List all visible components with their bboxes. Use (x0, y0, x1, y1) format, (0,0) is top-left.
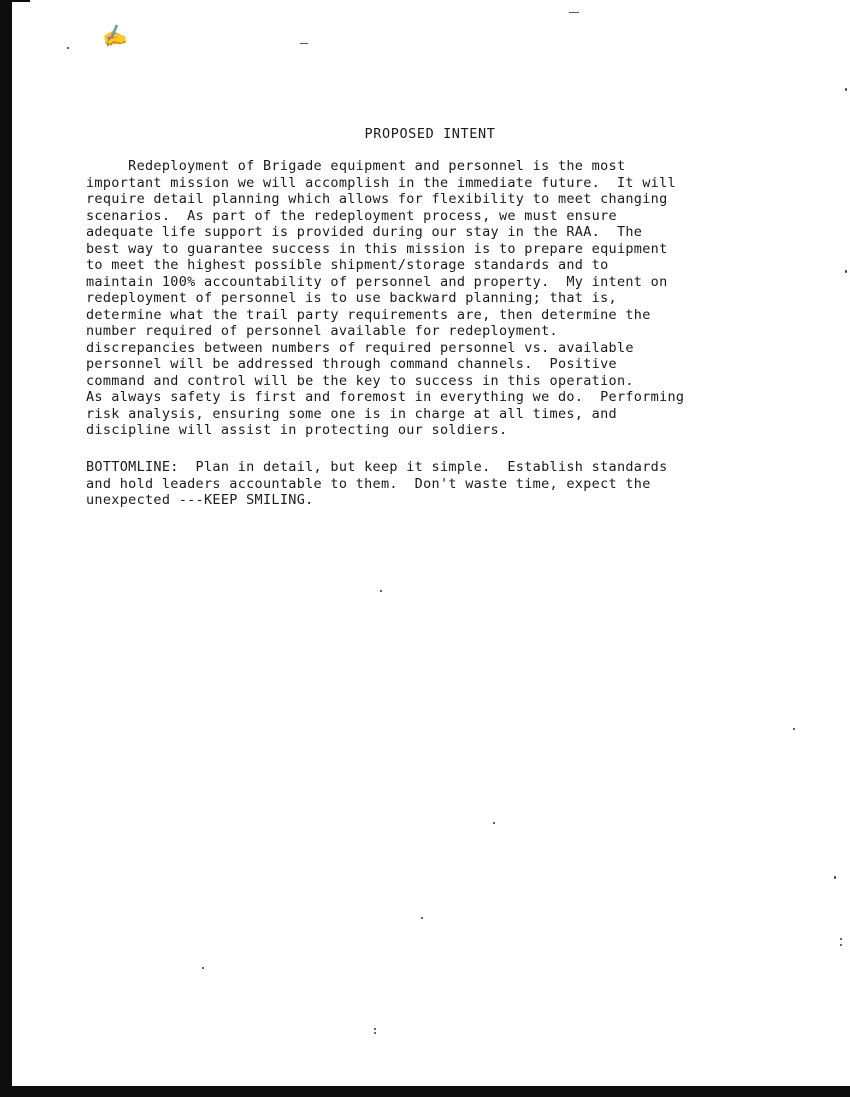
scan-speck (493, 822, 495, 824)
bottom-line-line: BOTTOMLINE: Plan in detail, but keep it simple. Establish standards (86, 459, 668, 475)
bottom-line-line: and hold leaders accountable to them. Don't waste time, expect the (86, 475, 651, 492)
scan-speck (834, 876, 836, 879)
handwritten-mark-icon: ✍ (99, 21, 130, 51)
scan-bottom-border (0, 1086, 850, 1097)
scan-top-border (0, 0, 30, 2)
paragraph-line: best way to guarantee success in this mission is to prepare equipment (86, 240, 668, 257)
scan-speck (845, 270, 847, 273)
scan-speck (380, 590, 382, 592)
scan-left-border (0, 0, 12, 1086)
paragraph-line: important mission we will accomplish in the immediate future. It will (86, 174, 676, 191)
scan-speck (374, 1028, 376, 1030)
paragraph-line: redeployment of personnel is to use backward planning; that is, (86, 290, 617, 306)
paragraph-line: discipline will assist in protecting our soldiers. (86, 422, 508, 438)
paragraph-line: adequate life support is provided during our stay in the RAA. The (86, 224, 643, 240)
scan-speck (845, 88, 847, 91)
paragraph-line: number required of personnel available for redeployment. (86, 323, 558, 339)
paragraph-line: scenarios. As part of the redeployment process, we must ensure (86, 207, 617, 224)
paragraph-line: command and control will be the key to success in this operation. (86, 372, 634, 389)
paragraph-line: As always safety is first and foremost in everything we do. Performing (86, 389, 685, 405)
scan-speck (202, 967, 204, 969)
bottom-line-line: unexpected ---KEEP SMILING. (86, 492, 314, 508)
scan-speck (793, 728, 795, 730)
paragraph-line: determine what the trail party requirements are, then determine the (86, 306, 651, 323)
intent-paragraph (86, 158, 806, 439)
paragraph-line: maintain 100% accountability of personnel and property. My intent on (86, 273, 668, 290)
scan-dash (300, 43, 308, 44)
paragraph-line: require detail planning which allows for flexibility to meet changing (86, 191, 668, 207)
paragraph-line: to meet the highest possible shipment/storage standards and to (86, 257, 609, 273)
bottom-line-paragraph (86, 459, 806, 509)
scan-speck (67, 47, 69, 49)
scan-speck (374, 1032, 376, 1034)
paragraph-line: risk analysis, ensuring some one is in charge at all times, and (86, 405, 617, 422)
scan-dash (569, 12, 579, 13)
paragraph-line: personnel will be addressed through command channels. Positive (86, 356, 617, 372)
scan-speck (840, 938, 842, 940)
scan-speck (840, 944, 842, 946)
document-title: PROPOSED INTENT (364, 126, 496, 142)
paragraph-line: discrepancies between numbers of required personnel vs. available (86, 339, 634, 356)
paragraph-line: Redeployment of Brigade equipment and personnel is the most (86, 158, 626, 174)
scan-speck (421, 917, 423, 919)
